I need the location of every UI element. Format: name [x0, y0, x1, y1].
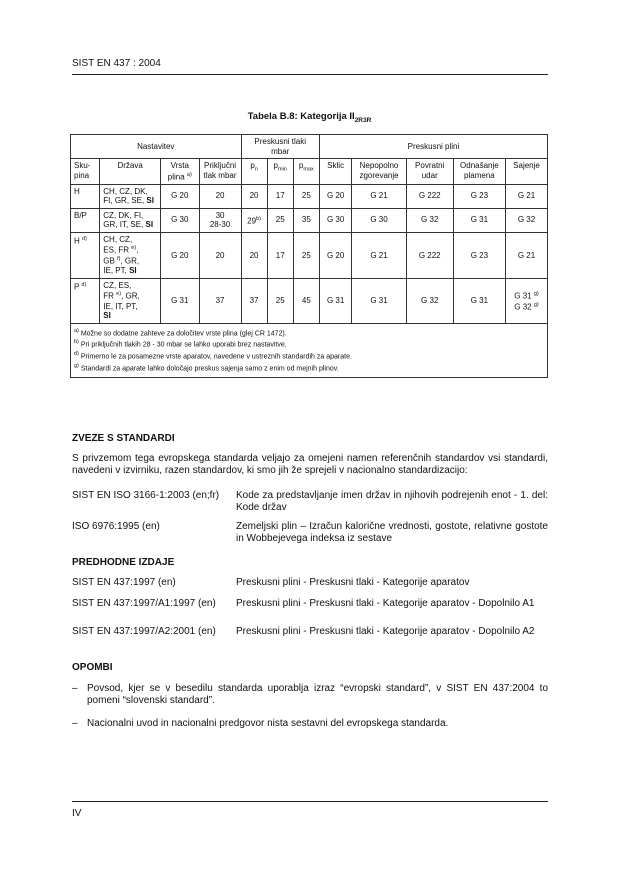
cell-drzava: CH, CZ, ES, FR $^{e)}$, GB $^{f)}$, GR, IE, PT, SI: [100, 232, 161, 278]
cell-vrsta: G 20: [160, 232, 199, 278]
predhodne-ref: SIST EN 437:1997/A1:1997 (en): [72, 598, 216, 609]
zveze-title: ZVEZE S STANDARDI: [72, 433, 175, 444]
table-note: $^{a)}$ Možne so dodatne zahteve za določitev vrste plina (glej CR 1472).: [74, 327, 287, 337]
cell-povratni: G 222: [406, 232, 453, 278]
cell-vrsta: G 31: [160, 278, 199, 323]
cell-pmin: 17: [267, 232, 293, 278]
cell-vrsta: G 20: [160, 184, 199, 208]
cell-odnasanje: G 23: [453, 232, 505, 278]
table-row: [71, 278, 548, 323]
col-pmin: $p_{min}$: [267, 159, 293, 185]
cell-povratni: G 32: [406, 278, 453, 323]
table-row: [71, 208, 548, 232]
cell-drzava: CZ, ES, FR $^{e)}$, GR, IE, IT, PT, SI: [100, 278, 161, 323]
col-vrsta: Vrsta plina $^{a)}$: [160, 159, 199, 185]
cell-pmin: 17: [267, 184, 293, 208]
dash-bullet: –: [72, 683, 78, 694]
cell-odnasanje: G 31: [453, 208, 505, 232]
col-povratni: Povratni udar: [406, 159, 453, 185]
zveze-intro: S privzemom tega evropskega standarda veljajo za omejeni namen referenčnih standardov vsi standardi, navedeni v izvirniku, razen standardov, ki smo jih že sprejeli v nacionalno standardizacijo:: [72, 453, 548, 476]
cell-sajenje: G 32: [506, 208, 548, 232]
cell-drzava: CH, CZ, DK, FI, GR, SE, SI: [100, 184, 161, 208]
cell-povratni: G 32: [406, 208, 453, 232]
cell-sajenje: G 21: [506, 184, 548, 208]
col-drzava: Država: [100, 159, 161, 185]
table-note: $^{d)}$ Primerno le za posamezne vrste aparatov, navedene v ustreznih standardih za aparate.: [74, 351, 352, 361]
cell-sklic: G 20: [319, 184, 351, 208]
cell-sklic: G 30: [319, 208, 351, 232]
cell-sajenje: G 31 $^{g)}$ G 32 $^{g)}$: [506, 278, 548, 323]
cell-pn: 20: [241, 232, 267, 278]
group-tlaki: Preskusni tlaki mbar: [241, 135, 319, 159]
cell-prikljucni: 20: [199, 232, 241, 278]
col-nepopolno: Nepopolno zgorevanje: [352, 159, 406, 185]
table-row: [71, 184, 548, 208]
cell-pmax: 35: [293, 208, 319, 232]
cell-sklic: G 31: [319, 278, 351, 323]
cell-pn: 29$^{b)}$: [241, 208, 267, 232]
cell-vrsta: G 30: [160, 208, 199, 232]
opombi-title: OPOMBI: [72, 662, 113, 673]
zveze-desc: Kode za predstavljanje imen držav in njihovih podrejenih enot - 1. del: Kode držav: [236, 490, 548, 513]
cell-prikljucni: 37: [199, 278, 241, 323]
document-header: SIST EN 437 : 2004: [72, 58, 161, 69]
cell-skupina: B/P: [71, 208, 100, 232]
predhodne-desc: Preskusni plini - Preskusni tlaki - Kategorije aparatov: [236, 577, 470, 588]
cell-pmin: 25: [267, 278, 293, 323]
table-notes: [71, 323, 548, 377]
cell-drzava: CZ, DK, FI, GR, IT, SE, SI: [100, 208, 161, 232]
cell-skupina: P $^{d)}$: [71, 278, 100, 323]
zveze-ref: ISO 6976:1995 (en): [72, 521, 160, 532]
predhodne-ref: SIST EN 437:1997/A2:2001 (en): [72, 626, 216, 637]
cell-odnasanje: G 23: [453, 184, 505, 208]
cell-nepopolno: G 31: [352, 278, 406, 323]
col-odnasanje: Odnašanje plamena: [453, 159, 505, 185]
predhodne-ref: SIST EN 437:1997 (en): [72, 577, 176, 588]
cell-skupina: H $^{d)}$: [71, 232, 100, 278]
opombi-text: Nacionalni uvod in nacionalni predgovor nista sestavni del evropskega standarda.: [87, 718, 449, 729]
predhodne-title: PREDHODNE IZDAJE: [72, 557, 175, 568]
cell-pn: 20: [241, 184, 267, 208]
cell-odnasanje: G 31: [453, 278, 505, 323]
cell-pn: 37: [241, 278, 267, 323]
predhodne-desc: Preskusni plini - Preskusni tlaki - Kategorije aparatov - Dopolnilo A2: [236, 626, 535, 637]
cell-sklic: G 20: [319, 232, 351, 278]
zveze-desc: Zemeljski plin – Izračun kalorične vrednosti, gostote, relativne gostote in Wobbejevega indeksa iz sestave: [236, 521, 548, 544]
predhodne-desc: Preskusni plini - Preskusni tlaki - Kategorije aparatov - Dopolnilo A1: [236, 598, 535, 609]
col-sajenje: Sajenje: [506, 159, 548, 185]
category-table: [70, 134, 548, 378]
col-pmax: $p_{max}$: [293, 159, 319, 185]
cell-sajenje: G 21: [506, 232, 548, 278]
cell-pmax: 25: [293, 232, 319, 278]
cell-prikljucni: 30 28-30: [199, 208, 241, 232]
header-rule: [72, 74, 548, 75]
cell-nepopolno: G 21: [352, 232, 406, 278]
column-header-row: [71, 159, 548, 185]
cell-prikljucni: 20: [199, 184, 241, 208]
table-note: $^{g)}$ Standardi za aparate lahko določajo preskus sajenja samo z enim od mejnih plinov.: [74, 363, 339, 373]
footer-rule: [72, 801, 548, 802]
cell-povratni: G 222: [406, 184, 453, 208]
cell-pmin: 25: [267, 208, 293, 232]
col-skupina: Sku-pina: [71, 159, 100, 185]
dash-bullet: –: [72, 718, 78, 729]
cell-pmax: 45: [293, 278, 319, 323]
cell-nepopolno: G 30: [352, 208, 406, 232]
cell-skupina: H: [71, 184, 100, 208]
cell-pmax: 25: [293, 184, 319, 208]
zveze-ref: SIST EN ISO 3166-1:2003 (en;fr): [72, 490, 220, 501]
group-header-row: [71, 135, 548, 159]
opombi-text: Povsod, kjer se v besedilu standarda uporablja izraz “evropski standard”, v SIST EN 437:2004 to pomeni “slovenski standard”.: [87, 683, 548, 706]
cell-nepopolno: G 21: [352, 184, 406, 208]
group-nastavitev: Nastavitev: [71, 135, 242, 159]
col-pn: $p_n$: [241, 159, 267, 185]
table-notes-row: [71, 323, 548, 377]
col-sklic: Sklic: [319, 159, 351, 185]
table-caption: Tabela B.8: Kategorija $II_{2R3R}$: [247, 111, 372, 124]
group-plini: Preskusni plini: [319, 135, 547, 159]
col-prikljucni: Priključni tlak mbar: [199, 159, 241, 185]
table-note: $^{b)}$ Pri priključnih tlakih 28 - 30 mbar se lahko uporabi brez nastavitve.: [74, 339, 287, 349]
page-number: IV: [72, 808, 82, 819]
table-row: [71, 232, 548, 278]
